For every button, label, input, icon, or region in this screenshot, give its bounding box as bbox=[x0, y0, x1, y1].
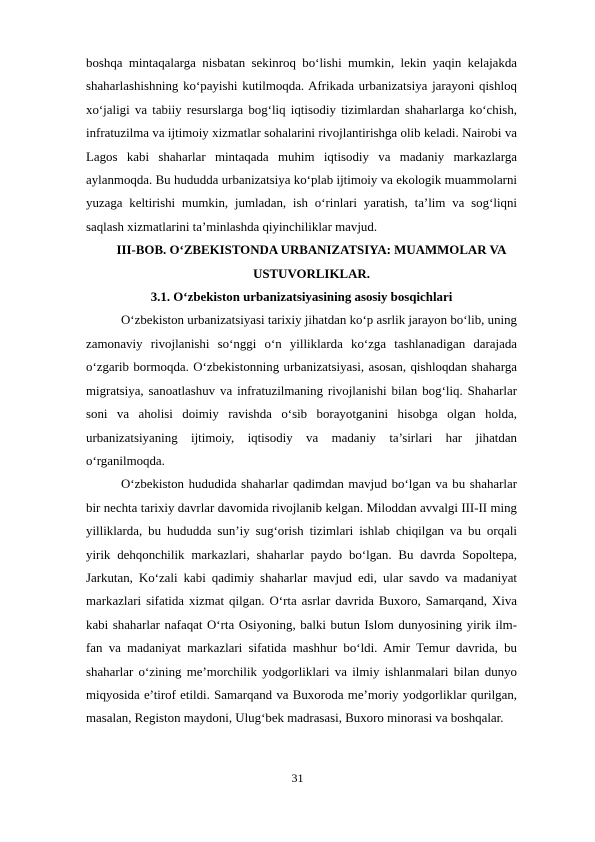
page-number: 31 bbox=[291, 771, 304, 785]
paragraph-2: O‘zbekiston hududida shaharlar qadimdan mavjud bo‘lgan va bu shaharlar bir nechta tarixiy davrlar davomida rivojlanib kelgan. Miloddan avvalgi III-II ming yilliklarda, bu hududda sun’iy sug‘orish tizimlari ishlab chiqilgan va bu orqali yirik dehqonchilik markazlari, shaharlar paydo bo‘lgan. Bu davrda Sopoltepa, Jarkutan, Ko‘zali kabi qadimiy shaharlar mavjud edi, ular savdo va madaniyat markazlari sifatida xizmat qilgan. O‘rta asrlar davrida Buxoro, Samarqand, Xiva kabi shaharlar nafaqat O‘rta Osiyoning, balki butun Islom dunyosining yirik ilm-fan va madaniyat markazlari sifatida mashhur bo‘ldi. Amir Temur davrida, bu shaharlar o‘zining me’morchilik yodgorliklari va ilmiy ishlanmalari bilan dunyo miqyosida e’tirof etildi. Samarqand va Buxoroda me’moriy yodgorliklar qurilgan, masalan, Registon maydoni, Ulug‘bek madrasasi, Buxoro minorasi va boshqalar. bbox=[86, 477, 517, 726]
section-heading: 3.1. O‘zbekiston urbanizatsiyasining asosiy bosqichlari bbox=[150, 290, 453, 305]
chapter-heading: III-BOB. O‘ZBEKISTONDA URBANIZATSIYA: MUAMMOLAR VA USTUVORLIKLAR. bbox=[116, 243, 507, 281]
paragraph-1: O‘zbekiston urbanizatsiyasi tarixiy jihatdan ko‘p asrlik jarayon bo‘lib, uning zamonaviy rivojlanishi so‘nggi o‘n yilliklarda ko‘zga tashlanadigan darajada o‘zgarib bormoqda. O‘zbekistonning urbanizatsiyasi, asosan, qishloqdan shaharga migratsiya, sanoatlashuv va infratuzilmaning rivojlanishi bilan bog‘liq. Shaharlar soni va aholisi doimiy ravishda o‘sib borayotganini hisobga olgan holda, urbanizatsiyaning ijtimoiy, iqtisodiy va madaniy ta’sirlari har jihatdan o‘rganilmoqda. bbox=[86, 313, 517, 468]
paragraph-continued: boshqa mintaqalarga nisbatan sekinroq bo‘lishi mumkin, lekin yaqin kelajakda shaharlashishning ko‘payishi kutilmoqda. Afrikada urbanizatsiya jarayoni qishloq xo‘jaligi va tabiiy resurslarga bog‘liq iqtisodiy tizimlardan shaharlarga ko‘chish, infratuzilma va ijtimoiy xizmatlar sohalarini rivojlantirishga olib keladi. Nairobi va Lagos kabi shaharlar mintaqada muhim iqtisodiy va madaniy markazlarga aylanmoqda. Bu hududda urbanizatsiya ko‘plab ijtimoiy va ekologik muammolarni yuzaga keltirishi mumkin, jumladan, ish o‘rinlari yaratish, ta’lim va sog‘liqni saqlash xizmatlarini ta’minlashda qiyinchiliklar mavjud. bbox=[86, 56, 517, 234]
page-body bbox=[86, 52, 517, 731]
